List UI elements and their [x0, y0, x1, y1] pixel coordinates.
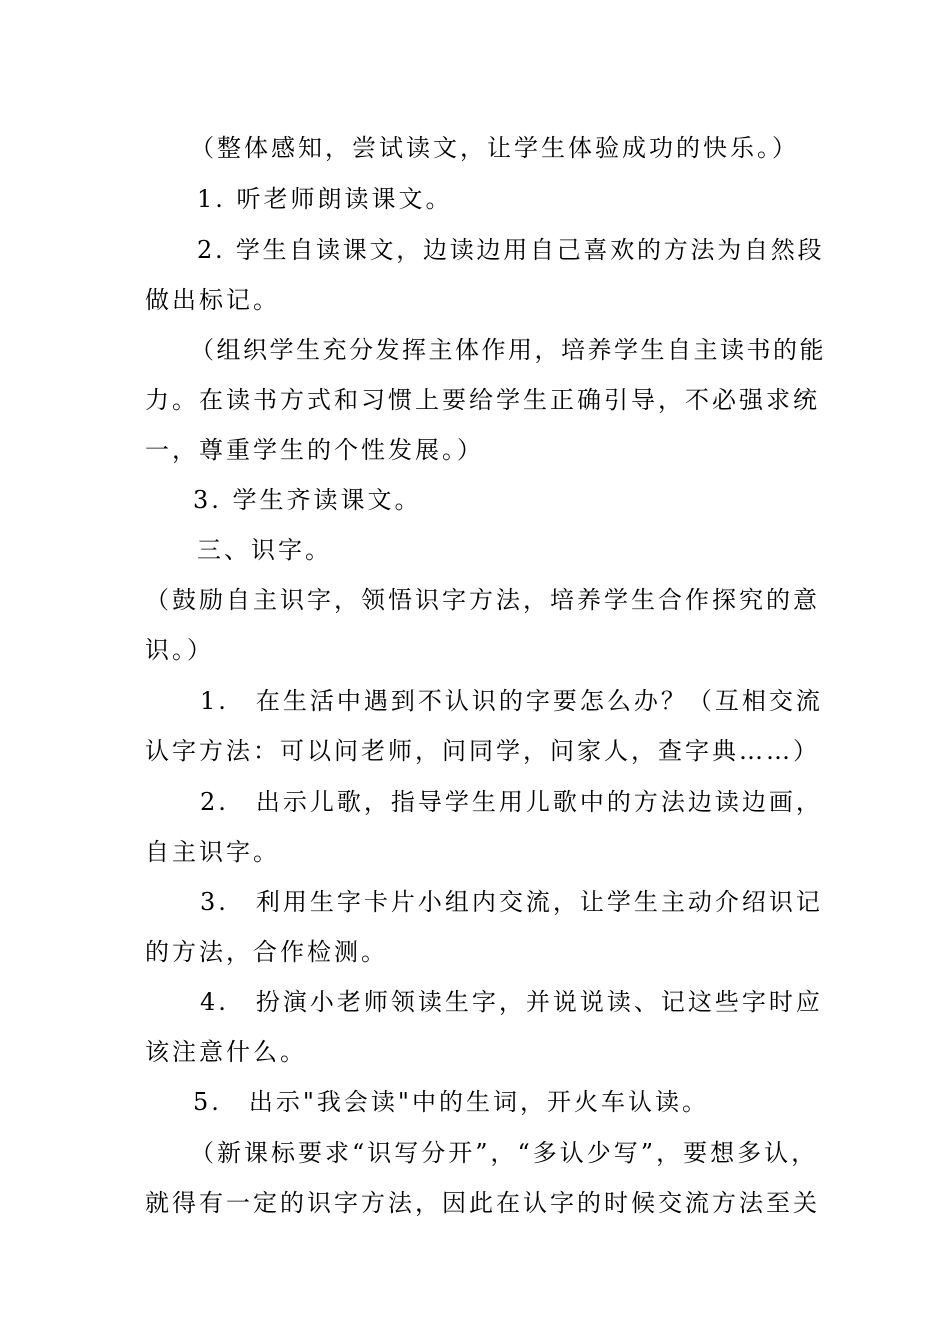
text-line-3: 2. 学生自读课文，边读边用自己喜欢的方法为自然段: [197, 236, 825, 264]
text-line-16: 3. 利用生字卡片小组内交流，让学生主动介绍识记: [200, 888, 823, 916]
text-line-11: 识。）: [145, 636, 214, 664]
text-line-15: 自主识字。: [145, 838, 280, 866]
text-line-12: 1. 在生活中遇到不认识的字要怎么办？（互相交流: [200, 687, 823, 715]
text-line-22: 就得有一定的识字方法，因此在认字的时候交流方法至关: [145, 1189, 820, 1217]
text-line-4: 做出标记。: [145, 286, 280, 314]
text-line-19: 该注意什么。: [145, 1038, 307, 1066]
text-line-1: （整体感知，尝试读文，让学生体验成功的快乐。）: [190, 134, 799, 162]
text-line-14: 2. 出示儿歌，指导学生用儿歌中的方法边读边画，: [200, 788, 823, 816]
text-line-10: （鼓励自主识字，领悟识字方法，培养学生合作探究的意: [145, 586, 820, 614]
text-line-9: 三、识字。: [197, 536, 332, 564]
text-line-8: 3. 学生齐读课文。: [193, 486, 422, 514]
text-line-21: （新课标要求“识写分开”，“多认少写”，要想多认，: [190, 1139, 819, 1167]
text-line-17: 的方法，合作检测。: [145, 938, 388, 966]
text-line-2: 1. 听老师朗读课文。: [197, 185, 453, 213]
text-line-18: 4. 扮演小老师领读生字，并说说读、记这些字时应: [200, 988, 823, 1016]
text-line-13: 认字方法：可以问老师，问同学，问家人，查字典……）: [145, 737, 820, 765]
text-line-6: 力。在读书方式和习惯上要给学生正确引导，不必强求统: [145, 386, 820, 414]
text-line-5: （组织学生充分发挥主体作用，培养学生自主读书的能: [190, 336, 826, 364]
text-line-20: 5. 出示"我会读"中的生词，开火车认读。: [193, 1088, 709, 1116]
text-line-7: 一，尊重学生的个性发展。）: [145, 436, 484, 464]
